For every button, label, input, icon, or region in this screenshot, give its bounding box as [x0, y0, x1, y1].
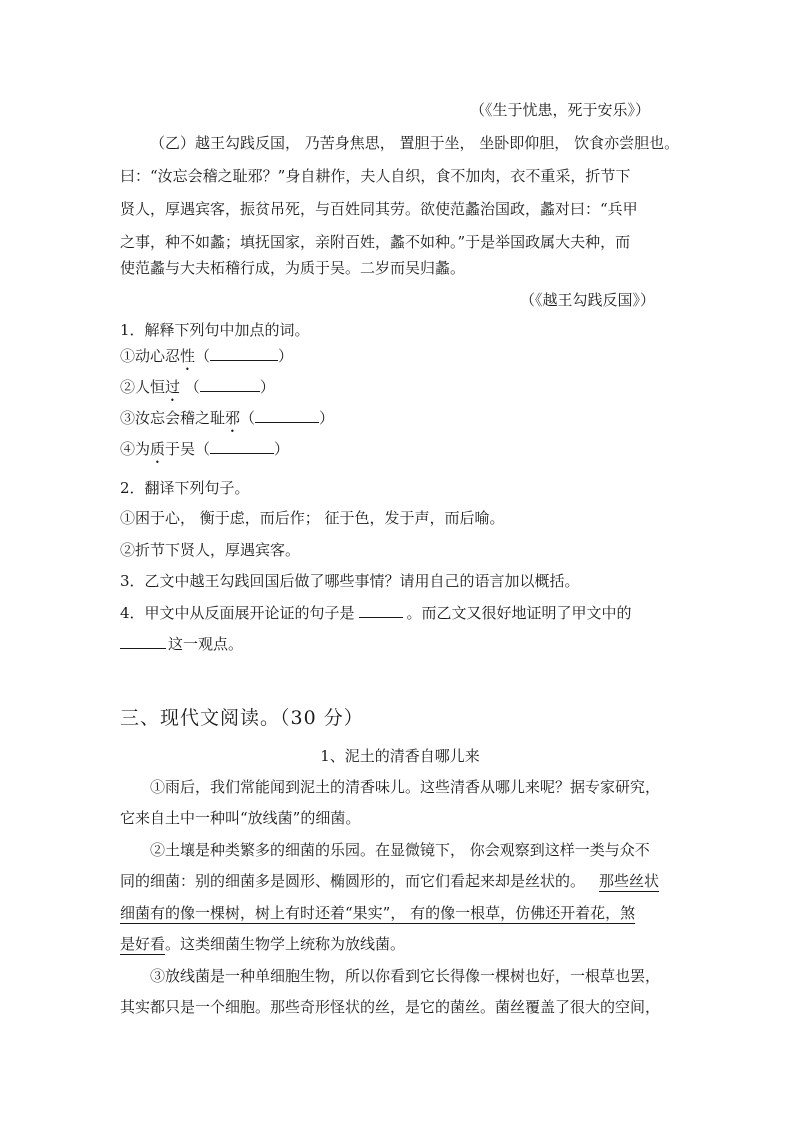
- q4-blank-2[interactable]: [120, 634, 166, 649]
- p2-line-3-underlined: 细菌有的像一棵树，树上有时还着“果实”， 有的像一根草，仿佛还开着花，煞: [120, 904, 636, 922]
- q1-item-4-text: ④为: [120, 440, 151, 458]
- q4-text-b: 。而乙文又很好地证明了甲文中的: [406, 604, 632, 622]
- p3-line-1: ③放线菌是一种单细胞生物，所以你看到它长得像一棵树也好，一根草也罢，: [150, 967, 661, 985]
- q1-item-4-close: ）: [274, 440, 290, 458]
- yi-line-4: 之事，种不如蠡；填抚国家，亲附百姓，蠡不如种。”于是举国政属大夫种，而: [120, 233, 631, 251]
- q1-item-2: [120, 377, 275, 405]
- q4-blank-1[interactable]: [359, 603, 403, 618]
- article-title: 1、泥土的清香自哪儿来: [320, 747, 480, 765]
- q2-item-1: ①困于心， 衡于虑，而后作； 征于色，发于声，而后喻。: [120, 509, 505, 527]
- q1-item-2-open: （: [180, 378, 200, 396]
- q3: 3．乙文中越王勾践回国后做了哪些事情？请用自己的语言加以概括。: [120, 572, 580, 590]
- yi-line-1: （乙）越王勾践反国， 乃苦身焦思， 置胆于坐， 坐卧即仰胆， 饮食亦尝胆也。: [150, 134, 680, 152]
- q1-title: 1．解释下列句中加点的词。: [120, 321, 310, 339]
- q1-item-2-text: ②人恒: [120, 378, 166, 396]
- q1-item-1: [120, 346, 293, 374]
- q1-item-3-blank[interactable]: [255, 408, 319, 423]
- yi-line-2: 曰：“汝忘会稽之耻邪？”身自耕作，夫人自织，食不加肉，衣不重采，折节下: [120, 167, 631, 185]
- q1-item-1-text: ①动心忍: [120, 347, 181, 365]
- p2-line-4-underlined: 是好看: [120, 935, 166, 953]
- p1-line-2: 它来自土中一种叫“放线菌”的细菌。: [120, 809, 361, 827]
- q1-item-1-open: （: [195, 347, 211, 365]
- p2-line-2: [120, 871, 659, 891]
- q4-line-2: [120, 634, 243, 654]
- q1-item-3-dotted: 邪: [225, 409, 241, 427]
- p3-line-2: 其实都只是一个细胞。那些奇形怪状的丝，是它的菌丝。菌丝覆盖了很大的空间，: [120, 998, 661, 1016]
- q1-item-4: [120, 439, 289, 467]
- q1-item-3-close: ）: [319, 409, 335, 427]
- q1-item-2-close: ）: [259, 378, 275, 396]
- p2-line-4: [120, 934, 405, 954]
- q2-item-2: ②折节下贤人，厚遇宾客。: [120, 541, 301, 559]
- q4-text-c: 这一观点。: [168, 635, 244, 653]
- q4-text-a: 4．甲文中从反面展开论证的句子是: [120, 604, 355, 622]
- section-3-title: 三、现代文阅读。（30 分）: [120, 707, 364, 729]
- q1-item-1-dotted: 性: [180, 347, 196, 365]
- q2-title: 2．翻译下列句子。: [120, 479, 250, 497]
- yi-line-3: 贤人，厚遇宾客，振贫吊死，与百姓同其劳。欲使范蠡治国政，蠡对曰：“兵甲: [120, 200, 638, 218]
- jia-source: （《生于忧患，死于安乐》）: [470, 101, 651, 119]
- q1-item-2-dotted: 过: [165, 378, 181, 396]
- q1-item-1-close: ）: [278, 347, 294, 365]
- yi-source: （《越王勾践反国》）: [520, 291, 656, 309]
- q1-item-2-blank[interactable]: [200, 377, 260, 392]
- q1-item-3: [120, 408, 334, 436]
- q4-line-1: [120, 603, 632, 623]
- q1-item-4-open: 于吴（: [165, 440, 211, 458]
- p2-line-1: ②土壤是种类繁多的细菌的乐园。在显微镜下， 你会观察到这样一类与众不: [150, 841, 650, 859]
- q1-item-4-blank[interactable]: [210, 439, 274, 454]
- p1-line-1: ①雨后，我们常能闻到泥土的清香味儿。这些清香从哪儿来呢？据专家研究，: [150, 778, 661, 796]
- p2-line-4-rest: 。这类细菌生物学上统称为放线菌。: [165, 935, 406, 953]
- p2-line-3: [120, 903, 635, 923]
- q1-item-3-open: （: [240, 409, 256, 427]
- p2-line-2-underlined: 那些丝状: [599, 872, 660, 890]
- q1-item-1-blank[interactable]: [210, 346, 278, 361]
- q1-item-4-dotted: 质: [150, 440, 166, 458]
- q1-item-3-text: ③汝忘会稽之耻: [120, 409, 226, 427]
- p2-line-2-a: 同的细菌：别的细菌多是圆形、椭圆形的，而它们看起来却是丝状的。: [120, 872, 586, 890]
- yi-line-5: 使范蠡与大夫柘稽行成，为质于吴。二岁而吴归蠡。: [120, 259, 466, 277]
